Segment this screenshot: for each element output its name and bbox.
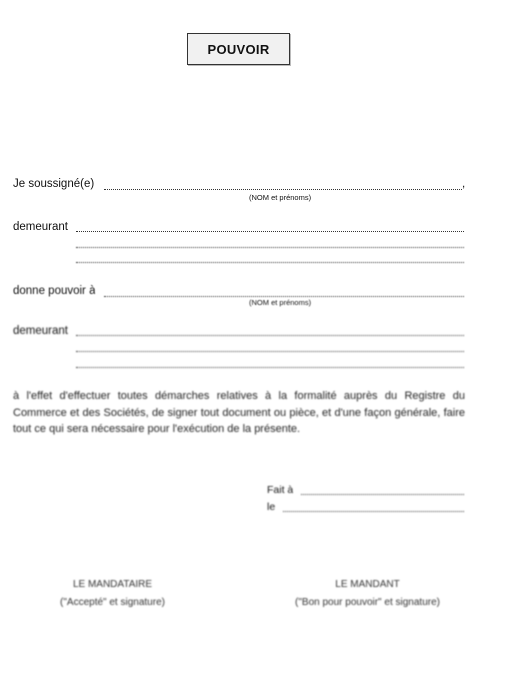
grantee-address-line-3[interactable]: [76, 367, 464, 368]
grantee-name-line[interactable]: [104, 296, 464, 297]
grantee-address-line-1[interactable]: [76, 335, 464, 336]
document-title: POUVOIR: [187, 33, 290, 65]
place-line[interactable]: [301, 494, 464, 495]
purpose-paragraph: à l'effet d'effectuer toutes démarches relatives à la formalité auprès du Registre du Commerce et des Sociétés, de signer tout document ou pièce, et d'une façon générale, faire tout ce qui sera nécessaire pour l'exécution de la présente.: [13, 390, 465, 435]
grantor-residence-label: demeurant: [13, 221, 68, 233]
grantee-address-line-2[interactable]: [76, 351, 464, 352]
mandant-title: LE MANDANT: [335, 579, 400, 590]
place-label: Fait à: [267, 484, 294, 496]
grantee-label: donne pouvoir à: [13, 285, 96, 297]
grantor-comma: ,: [462, 178, 466, 190]
grantor-name-line[interactable]: [104, 189, 462, 190]
grantee-residence-label: demeurant: [13, 325, 68, 337]
grantor-label: Je soussigné(e): [13, 178, 95, 190]
grantor-address-line-1[interactable]: [76, 231, 464, 232]
date-label: le: [267, 501, 276, 513]
mandataire-note: ("Accepté" et signature): [60, 597, 165, 608]
grantor-name-hint: (NOM et prénoms): [249, 193, 312, 202]
date-line[interactable]: [283, 511, 464, 512]
mandant-note: ("Bon pour pouvoir" et signature): [295, 597, 440, 608]
grantor-address-line-2[interactable]: [76, 247, 464, 248]
grantee-name-hint: (NOM et prénoms): [249, 298, 312, 307]
grantor-address-line-3[interactable]: [76, 262, 464, 263]
mandataire-title: LE MANDATAIRE: [72, 579, 153, 590]
